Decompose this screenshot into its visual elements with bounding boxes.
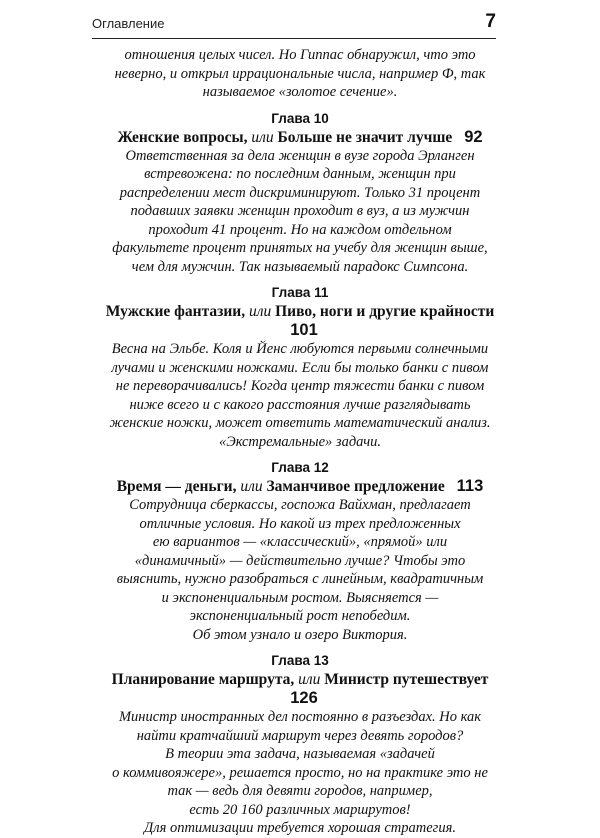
- chapter-summary-line: не переворачивались! Когда центр тяжести банки с пивом: [115, 378, 485, 394]
- chapter-summary-line: Министр иностранных дел постоянно в разъездах. Но как: [118, 709, 482, 725]
- chapter-page-number: 101: [290, 321, 318, 339]
- intro-line: неверно, и открыл иррациональные числа, например Ф, так: [114, 65, 486, 82]
- intro-line: отношения целых чисел. Но Гиппас обнаружил, что это: [124, 47, 476, 63]
- chapter-summary-line: Ответственная за дела женщин в вузе города Эрланген: [125, 147, 475, 164]
- chapter-title-part-b: Министр путешествует: [324, 671, 489, 688]
- chapter-title-part-b: Пиво, ноги и другие крайности: [275, 303, 495, 320]
- toc-entry-chapter-12: [92, 459, 508, 644]
- chapter-summary-line: о коммивояжере», решается просто, но на практике это не: [112, 764, 488, 781]
- chapter-title-separator: или: [251, 128, 274, 146]
- chapter-summary-line: Для оптимизации требуется хорошая стратегия.: [144, 820, 456, 836]
- chapter-summary-line: и экспоненциальным ростом. Выясняется —: [161, 589, 439, 606]
- chapter-summary-line: Весна на Эльбе. Коля и Йенс любуются первыми солнечными: [111, 341, 489, 357]
- chapter-summary-line: «Экстремальные» задачи.: [218, 433, 382, 450]
- intro-line: называемое «золотое сечение».: [202, 84, 398, 100]
- page-header: [92, 12, 496, 42]
- chapter-page-number: 126: [290, 689, 318, 707]
- chapter-page-number: 92: [464, 127, 483, 146]
- chapter-title-separator: или: [248, 303, 272, 320]
- chapter-summary-line: так — ведь для девяти городов, например,: [167, 783, 433, 799]
- chapter-page-number: 113: [456, 477, 484, 495]
- chapter-summary-line: В теории эта задача, называемая «задачей: [165, 746, 435, 762]
- chapter-title-part-b: Больше не значит лучше: [277, 128, 453, 146]
- chapter-summary-line: встревожена: по последним данным, женщин при: [144, 166, 456, 182]
- chapter-label: Глава 10: [271, 110, 329, 126]
- chapter-summary-line: выяснить, нужно разобраться с линейным, квадратичным: [116, 571, 484, 587]
- chapter-summary-line: «динамичный» — действительно лучше? Чтобы это: [134, 552, 466, 569]
- chapter-summary-line: ниже всего и с какого расстояния лучше разглядывать: [129, 396, 471, 413]
- chapter-title-part-a: Мужские фантазии,: [105, 303, 246, 320]
- chapter-title-part-b: Заманчивое предложение: [266, 478, 445, 495]
- chapter-title: [92, 302, 508, 340]
- chapter-summary-line: факультете процент принятых на учебу для женщин выше,: [112, 240, 488, 256]
- chapter-summary-line: чем для мужчин. Так называемый парадокс Симпсона.: [131, 258, 469, 275]
- chapter-label: Глава 11: [271, 285, 329, 300]
- chapter-title-part-a: Женские вопросы,: [117, 128, 248, 146]
- header-divider: [92, 38, 496, 39]
- toc-entry-chapter-10: [92, 110, 508, 277]
- chapter-title-separator: или: [298, 671, 321, 688]
- toc-content: [92, 46, 508, 838]
- chapter-summary-line: лучами и женскими ножками. Если бы только банки с пивом: [111, 359, 489, 376]
- chapter-title: [92, 477, 508, 496]
- running-header-title: Оглавление: [92, 16, 165, 31]
- chapter-summary-line: женские ножки, может ответить математический анализ.: [109, 415, 491, 431]
- toc-entry-chapter-13: [92, 652, 508, 838]
- chapter-summary-line: подавших заявки женщин проходит в вуз, а из мужчин: [130, 203, 470, 219]
- chapter-summary-line: найти кратчайший маршрут через девять городов?: [136, 727, 464, 744]
- page-number: 7: [485, 11, 496, 32]
- chapter-title-part-a: Планирование маршрута,: [111, 671, 295, 688]
- chapter-label: Глава 13: [271, 653, 329, 668]
- chapter-summary-line: экспоненциальный рост непобедим.: [189, 608, 411, 624]
- chapter-title-part-a: Время — деньги,: [116, 478, 237, 495]
- chapter-title: [92, 670, 508, 708]
- chapter-summary-line: проходит 41 процент. Но на каждом отдельном: [148, 221, 452, 238]
- chapter-title: [92, 128, 508, 147]
- chapter-summary-line: Об этом узнало и озеро Виктория.: [192, 626, 408, 643]
- chapter-summary-line: Сотрудница сберкассы, госпожа Вайхман, предлагает: [129, 497, 471, 513]
- chapter-summary-line: есть 20 160 различных маршрутов!: [189, 801, 411, 818]
- chapter-summary-line: распределении мест дискриминируют. Только 31 процент: [119, 184, 481, 201]
- chapter-summary-line: ею вариантов — «классический», «прямой» или: [152, 534, 448, 550]
- toc-entry-chapter-11: [92, 284, 508, 451]
- chapter-title-separator: или: [240, 478, 263, 495]
- chapter-summary-line: отличные условия. Но какой из трех предложенных: [139, 515, 461, 532]
- chapter-label: Глава 12: [271, 460, 329, 475]
